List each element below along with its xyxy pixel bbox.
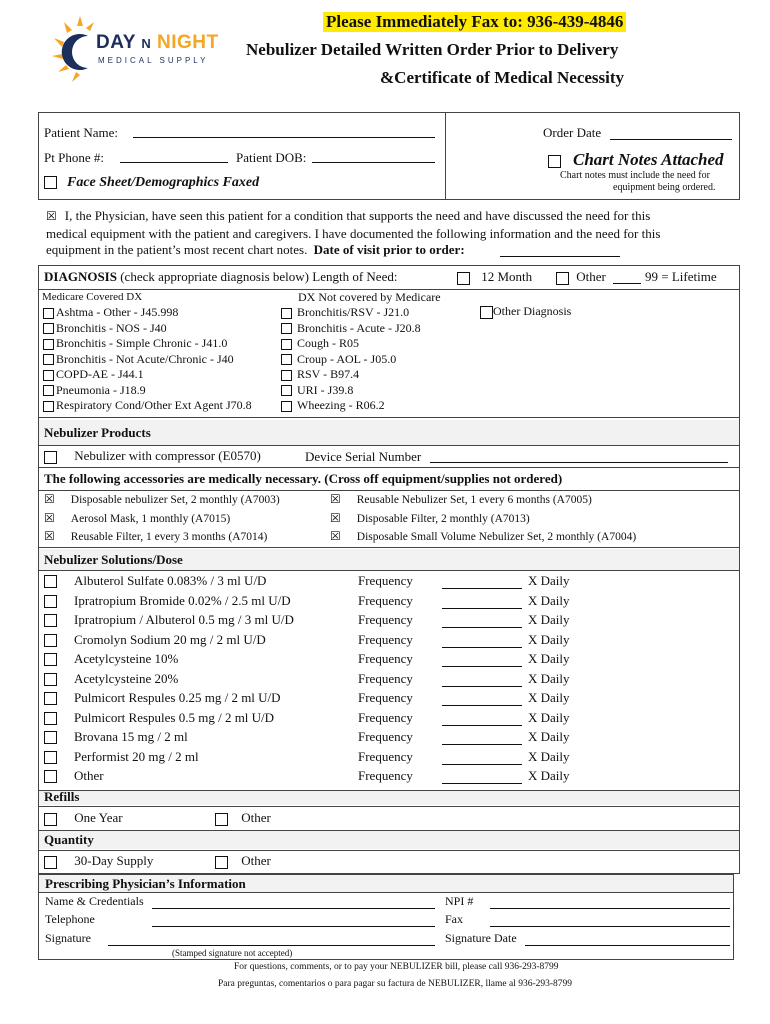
accessories-left-list bbox=[44, 493, 280, 549]
dx-checkbox[interactable] bbox=[281, 354, 292, 365]
form-title-line1: Nebulizer Detailed Written Order Prior to Delivery bbox=[246, 40, 619, 59]
physician-phone-label: Telephone bbox=[45, 912, 95, 926]
frequency-field[interactable] bbox=[442, 764, 522, 765]
patient-phone-label: Pt Phone #: bbox=[44, 150, 104, 165]
accessory-checkbox[interactable]: ☒ bbox=[330, 492, 341, 506]
other-dx-checkbox[interactable] bbox=[480, 306, 493, 319]
frequency-label: Frequency bbox=[358, 768, 413, 783]
dx-checkbox[interactable] bbox=[281, 339, 292, 350]
daily-label: X Daily bbox=[528, 612, 570, 627]
solutions-list bbox=[44, 573, 734, 788]
fax-banner: Please Immediately Fax to: 936-439-4846 bbox=[323, 12, 626, 32]
solution-checkbox[interactable] bbox=[44, 595, 57, 608]
physician-phone-field[interactable] bbox=[152, 926, 435, 927]
logo-day: DAY bbox=[96, 32, 136, 53]
npi-field[interactable] bbox=[490, 908, 730, 909]
footer-english: For questions, comments, or to pay your NEBULIZER bill, please call 936-293-8799 bbox=[234, 962, 559, 972]
solution-checkbox[interactable] bbox=[44, 634, 57, 647]
list-item: URI - J39.8 bbox=[281, 383, 421, 399]
chart-notes-checkbox[interactable] bbox=[548, 155, 561, 168]
list-item: Croup - AOL - J05.0 bbox=[281, 352, 421, 368]
refill-other-label: Other bbox=[241, 810, 271, 825]
list-item: Bronchitis/RSV - J21.0 bbox=[281, 305, 421, 321]
frequency-field[interactable] bbox=[442, 705, 522, 706]
company-logo bbox=[50, 14, 220, 86]
dx-checkbox[interactable] bbox=[281, 323, 292, 334]
not-covered-header: DX Not covered by Medicare bbox=[298, 290, 441, 304]
solution-checkbox[interactable] bbox=[44, 751, 57, 764]
list-item: Bronchitis - NOS - J40 bbox=[43, 321, 252, 337]
table-row: Acetylcysteine 10% Frequency X Daily bbox=[44, 651, 734, 671]
face-sheet-checkbox[interactable] bbox=[44, 176, 57, 189]
dx-checkbox[interactable] bbox=[43, 339, 54, 350]
table-row: Pulmicort Respules 0.5 mg / 2 ml U/D Frequency X Daily bbox=[44, 710, 734, 730]
patient-name-label: Patient Name: bbox=[44, 125, 119, 140]
signature-label: Signature bbox=[45, 931, 91, 945]
frequency-field[interactable] bbox=[442, 588, 522, 589]
solution-checkbox[interactable] bbox=[44, 673, 57, 686]
dx-checkbox[interactable] bbox=[281, 308, 292, 319]
attestation-line3: equipment in the patient’s most recent chart notes. bbox=[46, 242, 308, 257]
frequency-field[interactable] bbox=[442, 725, 522, 726]
list-item: Bronchitis - Simple Chronic - J41.0 bbox=[43, 336, 252, 352]
frequency-label: Frequency bbox=[358, 729, 413, 744]
need-other-field[interactable] bbox=[613, 283, 641, 284]
qty-30-day-checkbox[interactable] bbox=[44, 856, 57, 869]
dx-checkbox[interactable] bbox=[43, 401, 54, 412]
frequency-field[interactable] bbox=[442, 783, 522, 784]
footer-spanish: Para preguntas, comentarios o para pagar su factura de NEBULIZER, llame al 936-293-8799 bbox=[218, 979, 573, 989]
solution-checkbox[interactable] bbox=[44, 614, 57, 627]
accessory-checkbox[interactable]: ☒ bbox=[330, 529, 341, 543]
accessory-checkbox[interactable]: ☒ bbox=[44, 492, 55, 506]
daily-label: X Daily bbox=[528, 690, 570, 705]
dx-checkbox[interactable] bbox=[43, 323, 54, 334]
dx-checkbox[interactable] bbox=[43, 308, 54, 319]
table-row: Pulmicort Respules 0.25 mg / 2 ml U/D Frequency X Daily bbox=[44, 690, 734, 710]
serial-field[interactable] bbox=[430, 462, 728, 463]
table-row: Ipratropium Bromide 0.02% / 2.5 ml U/D Frequency X Daily bbox=[44, 593, 734, 613]
frequency-field[interactable] bbox=[442, 686, 522, 687]
daily-label: X Daily bbox=[528, 768, 570, 783]
table-row: Cromolyn Sodium 20 mg / 2 ml U/D Frequency X Daily bbox=[44, 632, 734, 652]
signature-date-field[interactable] bbox=[525, 945, 730, 946]
table-row: Performist 20 mg / 2 ml Frequency X Daily bbox=[44, 749, 734, 769]
patient-dob-field[interactable] bbox=[312, 162, 435, 163]
need-other-label: Other bbox=[576, 269, 606, 284]
attestation-line2: medical equipment with the patient and caregivers. I have documented the following information and the need for this bbox=[46, 226, 661, 241]
fax-field[interactable] bbox=[490, 926, 730, 927]
accessory-checkbox[interactable]: ☒ bbox=[330, 510, 341, 525]
patient-phone-field[interactable] bbox=[120, 162, 228, 163]
solution-checkbox[interactable] bbox=[44, 653, 57, 666]
lifetime-label: 99 = Lifetime bbox=[645, 269, 717, 284]
daily-label: X Daily bbox=[528, 631, 570, 647]
daily-label: X Daily bbox=[528, 592, 570, 608]
signature-date-label: Signature Date bbox=[445, 931, 517, 945]
daily-label: X Daily bbox=[528, 573, 570, 588]
attestation-checkbox[interactable]: ☒ bbox=[46, 209, 57, 223]
table-row: Ipratropium / Albuterol 0.5 mg / 3 ml U/D Frequency X Daily bbox=[44, 612, 734, 632]
daily-label: X Daily bbox=[528, 651, 570, 666]
list-item: ☒ Disposable Filter, 2 monthly (A7013) bbox=[330, 510, 530, 525]
patient-name-field[interactable] bbox=[133, 137, 435, 138]
medicare-dx-list bbox=[43, 305, 252, 414]
daily-label: X Daily bbox=[528, 709, 570, 725]
list-item: Ashtma - Other - J45.998 bbox=[43, 305, 252, 321]
frequency-field[interactable] bbox=[442, 608, 522, 609]
table-row: Brovana 15 mg / 2 ml Frequency X Daily bbox=[44, 729, 734, 749]
compressor-checkbox[interactable] bbox=[44, 451, 57, 464]
visit-date-label: Date of visit prior to order: bbox=[313, 242, 465, 257]
products-heading: Nebulizer Products bbox=[44, 425, 151, 440]
list-item: ☒ Reusable Filter, 1 every 3 months (A7014) bbox=[44, 529, 268, 543]
chart-notes-label: Chart Notes Attached bbox=[573, 150, 724, 169]
list-item: ☒ Disposable Small Volume Nebulizer Set, 2 monthly (A7004) bbox=[330, 529, 637, 543]
table-row: Albuterol Sulfate 0.083% / 3 ml U/D Frequency X Daily bbox=[44, 573, 734, 593]
accessory-checkbox[interactable]: ☒ bbox=[44, 510, 55, 525]
other-dx-label: Other Diagnosis bbox=[493, 304, 572, 318]
accessories-heading: The following accessories are medically necessary. (Cross off equipment/supplies not ordered) bbox=[44, 471, 563, 486]
physician-name-field[interactable] bbox=[152, 908, 435, 909]
refill-one-year-checkbox[interactable] bbox=[44, 813, 57, 826]
logo-night: NIGHT bbox=[156, 32, 219, 53]
physician-name-label: Name & Credentials bbox=[45, 894, 144, 908]
dx-checkbox[interactable] bbox=[281, 401, 292, 412]
frequency-label: Frequency bbox=[358, 631, 413, 647]
signature-field[interactable] bbox=[108, 945, 435, 946]
compressor-label: Nebulizer with compressor (E0570) bbox=[74, 448, 261, 463]
physician-heading: Prescribing Physician’s Information bbox=[45, 876, 246, 891]
dx-checkbox[interactable] bbox=[281, 370, 292, 381]
dx-checkbox[interactable] bbox=[43, 370, 54, 381]
list-item: Respiratory Cond/Other Ext Agent J70.8 bbox=[43, 398, 252, 414]
stamp-note: (Stamped signature not accepted) bbox=[172, 948, 293, 958]
accessory-checkbox[interactable]: ☒ bbox=[44, 529, 55, 543]
visit-date-field[interactable] bbox=[500, 256, 620, 257]
frequency-label: Frequency bbox=[358, 651, 413, 666]
daily-label: X Daily bbox=[528, 729, 570, 744]
frequency-field[interactable] bbox=[442, 666, 522, 667]
frequency-label: Frequency bbox=[358, 709, 413, 725]
order-date-label: Order Date bbox=[543, 125, 602, 140]
npi-label: NPI # bbox=[445, 894, 474, 908]
chart-notes-note1: Chart notes must include the need for bbox=[560, 170, 710, 181]
patient-dob-label: Patient DOB: bbox=[236, 150, 307, 165]
table-row: Other Frequency X Daily bbox=[44, 768, 734, 788]
chart-notes-note2: equipment being ordered. bbox=[613, 182, 716, 193]
order-date-field[interactable] bbox=[610, 139, 732, 140]
qty-other-label: Other bbox=[241, 853, 271, 868]
solution-checkbox[interactable] bbox=[44, 692, 57, 705]
qty-30-day-label: 30-Day Supply bbox=[74, 853, 154, 868]
accessories-right-list bbox=[330, 493, 636, 549]
refills-heading: Refills bbox=[44, 789, 80, 804]
list-item: Bronchitis - Not Acute/Chronic - J40 bbox=[43, 352, 252, 368]
list-item: ☒ Aerosol Mask, 1 monthly (A7015) bbox=[44, 510, 231, 525]
frequency-field[interactable] bbox=[442, 744, 522, 745]
list-item: Wheezing - R06.2 bbox=[281, 398, 421, 414]
diagnosis-heading: DIAGNOSIS bbox=[44, 269, 117, 284]
diagnosis-heading-note: (check appropriate diagnosis below) Length of Need: bbox=[120, 269, 398, 284]
solutions-heading: Nebulizer Solutions/Dose bbox=[44, 552, 183, 567]
table-row: Acetylcysteine 20% Frequency X Daily bbox=[44, 671, 734, 691]
frequency-label: Frequency bbox=[358, 612, 413, 627]
form-title-line2: &Certificate of Medical Necessity bbox=[380, 68, 625, 87]
dx-checkbox[interactable] bbox=[43, 385, 54, 396]
dx-checkbox[interactable] bbox=[43, 354, 54, 365]
solution-checkbox[interactable] bbox=[44, 731, 57, 744]
solution-checkbox[interactable] bbox=[44, 712, 57, 725]
solution-checkbox[interactable] bbox=[44, 770, 57, 783]
fax-label: Fax bbox=[445, 912, 463, 926]
quantity-heading: Quantity bbox=[44, 832, 94, 847]
need-other-checkbox[interactable] bbox=[556, 272, 569, 285]
medicare-header: Medicare Covered DX bbox=[42, 291, 143, 303]
frequency-field[interactable] bbox=[442, 627, 522, 628]
frequency-field[interactable] bbox=[442, 647, 522, 648]
list-item: RSV - B97.4 bbox=[281, 367, 421, 383]
serial-label: Device Serial Number bbox=[305, 449, 422, 464]
need-12-month-label: 12 Month bbox=[481, 269, 533, 284]
list-item: ☒ Disposable nebulizer Set, 2 monthly (A7003) bbox=[44, 492, 280, 506]
list-item: Cough - R05 bbox=[281, 336, 421, 352]
list-item: Bronchitis - Acute - J20.8 bbox=[281, 321, 421, 337]
frequency-label: Frequency bbox=[358, 748, 413, 764]
frequency-label: Frequency bbox=[358, 592, 413, 608]
daily-label: X Daily bbox=[528, 748, 570, 764]
frequency-label: Frequency bbox=[358, 573, 413, 588]
list-item: ☒ Reusable Nebulizer Set, 1 every 6 months (A7005) bbox=[330, 492, 592, 506]
not-covered-dx-list bbox=[281, 305, 421, 414]
dx-checkbox[interactable] bbox=[281, 385, 292, 396]
attestation-line1: I, the Physician, have seen this patient for a condition that supports the need and have discussed the need for this bbox=[64, 208, 651, 223]
logo-n: N bbox=[141, 36, 152, 51]
need-12-month-checkbox[interactable] bbox=[457, 272, 470, 285]
frequency-label: Frequency bbox=[358, 690, 413, 705]
qty-other-checkbox[interactable] bbox=[215, 856, 228, 869]
refill-other-checkbox[interactable] bbox=[215, 813, 228, 826]
refill-one-year-label: One Year bbox=[74, 810, 123, 825]
logo-subtitle: MEDICAL SUPPLY bbox=[98, 56, 209, 65]
solution-checkbox[interactable] bbox=[44, 575, 57, 588]
daily-label: X Daily bbox=[528, 670, 570, 686]
frequency-label: Frequency bbox=[358, 670, 413, 686]
face-sheet-label: Face Sheet/Demographics Faxed bbox=[67, 175, 260, 190]
list-item: Pneumonia - J18.9 bbox=[43, 383, 252, 399]
list-item: COPD-AE - J44.1 bbox=[43, 367, 252, 383]
